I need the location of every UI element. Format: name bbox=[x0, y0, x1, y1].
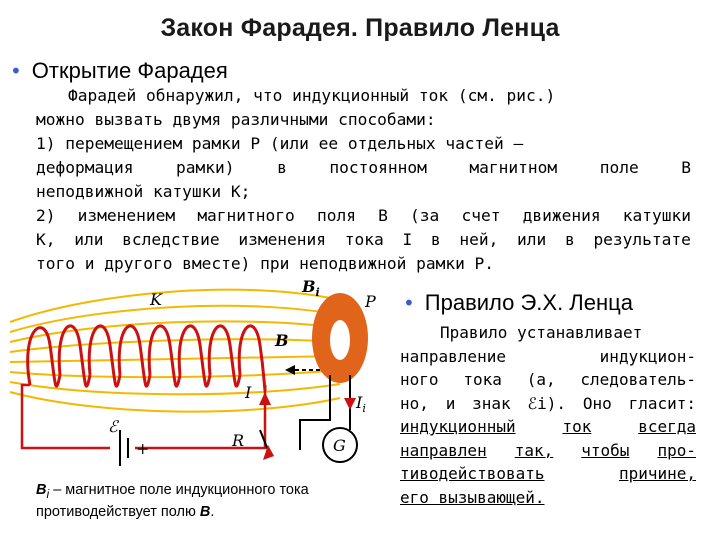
word: ток bbox=[562, 417, 592, 436]
word: в bbox=[564, 230, 575, 249]
label-I: I bbox=[245, 383, 252, 402]
lenz-line-justified bbox=[400, 392, 696, 416]
label-emf: ℰ bbox=[108, 417, 118, 436]
word: всегда bbox=[638, 417, 696, 436]
word: счет bbox=[461, 206, 501, 225]
galvanometer bbox=[300, 410, 357, 462]
diagram-caption bbox=[36, 481, 386, 521]
word: изменения bbox=[238, 230, 327, 249]
word: или bbox=[517, 230, 547, 249]
word: магнитном bbox=[469, 158, 558, 177]
para-line: того и другого вместе) при неподвижной рамки P. bbox=[36, 254, 495, 273]
bullet-lenz bbox=[403, 290, 633, 316]
word: но, bbox=[400, 393, 429, 413]
para-line-justified bbox=[36, 156, 691, 180]
word: магнитного bbox=[197, 206, 295, 225]
word: вследствие bbox=[122, 230, 220, 249]
word: ного bbox=[400, 370, 439, 389]
word: результате bbox=[593, 230, 691, 249]
word: 2) bbox=[36, 206, 56, 225]
word: деформация bbox=[36, 158, 134, 177]
para-line: неподвижной катушки K; bbox=[36, 182, 251, 201]
word: чтобы bbox=[581, 440, 630, 460]
word: (а, bbox=[526, 370, 556, 389]
caption-prefix: B bbox=[36, 482, 47, 498]
word: знак bbox=[472, 393, 511, 413]
word: B bbox=[681, 158, 691, 177]
word: индукционный bbox=[400, 417, 516, 436]
caption-sub: i bbox=[46, 486, 50, 501]
lenz-line: его вызывающей. bbox=[400, 487, 545, 507]
para-line-justified bbox=[36, 228, 691, 252]
word: B bbox=[378, 206, 388, 225]
word: (за bbox=[410, 206, 440, 225]
lenz-line-justified bbox=[400, 368, 696, 392]
label-G: G bbox=[333, 436, 346, 455]
induction-diagram bbox=[0, 270, 400, 485]
para-line: 1) перемещением рамки P (или ее отдельных частей – bbox=[36, 134, 524, 153]
page-title: Закон Фарадея. Правило Ленца bbox=[160, 14, 560, 42]
word: индукцион- bbox=[599, 346, 696, 366]
battery bbox=[120, 430, 128, 466]
word: следователь- bbox=[580, 370, 696, 389]
bullet-icon: • bbox=[403, 291, 415, 315]
label-Ii: $I_i$ bbox=[356, 393, 366, 415]
word: тока bbox=[344, 230, 384, 249]
word: ней, bbox=[459, 230, 499, 249]
word: в bbox=[430, 230, 441, 249]
coil bbox=[22, 326, 265, 448]
word: направлен bbox=[400, 440, 487, 460]
label-K: K bbox=[150, 290, 162, 309]
rheostat-arrow bbox=[260, 430, 274, 460]
bullet-faraday bbox=[10, 58, 228, 84]
lenz-line-justified bbox=[400, 345, 696, 369]
para-line-justified bbox=[36, 204, 691, 228]
word: про- bbox=[657, 440, 696, 460]
word: так, bbox=[514, 440, 554, 460]
word: Оно bbox=[582, 393, 612, 413]
word: и bbox=[445, 393, 456, 413]
caption-dot: . bbox=[210, 503, 215, 520]
lenz-line-justified bbox=[400, 415, 696, 439]
word: или bbox=[74, 230, 104, 249]
lenz-line-justified bbox=[400, 462, 696, 486]
word: движения bbox=[522, 206, 601, 225]
lenz-line-justified bbox=[400, 439, 696, 463]
label-P: P bbox=[365, 292, 376, 311]
label-Bi: $B_i$ bbox=[302, 277, 320, 299]
bullet-icon: • bbox=[10, 59, 22, 83]
word: рамки) bbox=[176, 158, 235, 177]
bullet-faraday-text: Открытие Фарадея bbox=[31, 58, 228, 83]
current-arrow bbox=[259, 392, 271, 405]
word: поле bbox=[599, 158, 639, 177]
label-plus: + bbox=[136, 439, 150, 458]
label-B: B bbox=[275, 331, 289, 350]
word: тока bbox=[463, 370, 502, 389]
word: тиводействовать bbox=[400, 464, 545, 483]
caption-end: B bbox=[199, 503, 211, 520]
faraday-paragraph bbox=[36, 84, 691, 276]
caption-text: – магнитное поле индукционного тока противодействует полю bbox=[36, 482, 309, 520]
word: K, bbox=[36, 230, 56, 249]
word: гласит: bbox=[628, 393, 696, 413]
word: направление bbox=[400, 346, 506, 366]
label-R: R bbox=[232, 431, 245, 450]
lenz-paragraph bbox=[400, 321, 696, 509]
word: в bbox=[277, 158, 287, 177]
word: катушки bbox=[622, 206, 691, 225]
word: причине, bbox=[618, 464, 696, 483]
word: изменением bbox=[77, 206, 176, 225]
bullet-lenz-text: Правило Э.Х. Ленца bbox=[424, 290, 633, 315]
para-line: можно вызвать двумя различными способами: bbox=[36, 110, 436, 129]
para-line: Фарадей обнаружил, что индукционный ток (см. рис.) bbox=[68, 86, 556, 105]
word: поля bbox=[316, 206, 356, 225]
word: постоянном bbox=[329, 158, 427, 177]
lenz-line: Правило устанавливает bbox=[440, 323, 643, 342]
word: I bbox=[402, 230, 413, 249]
word: ℰi). bbox=[527, 393, 567, 413]
